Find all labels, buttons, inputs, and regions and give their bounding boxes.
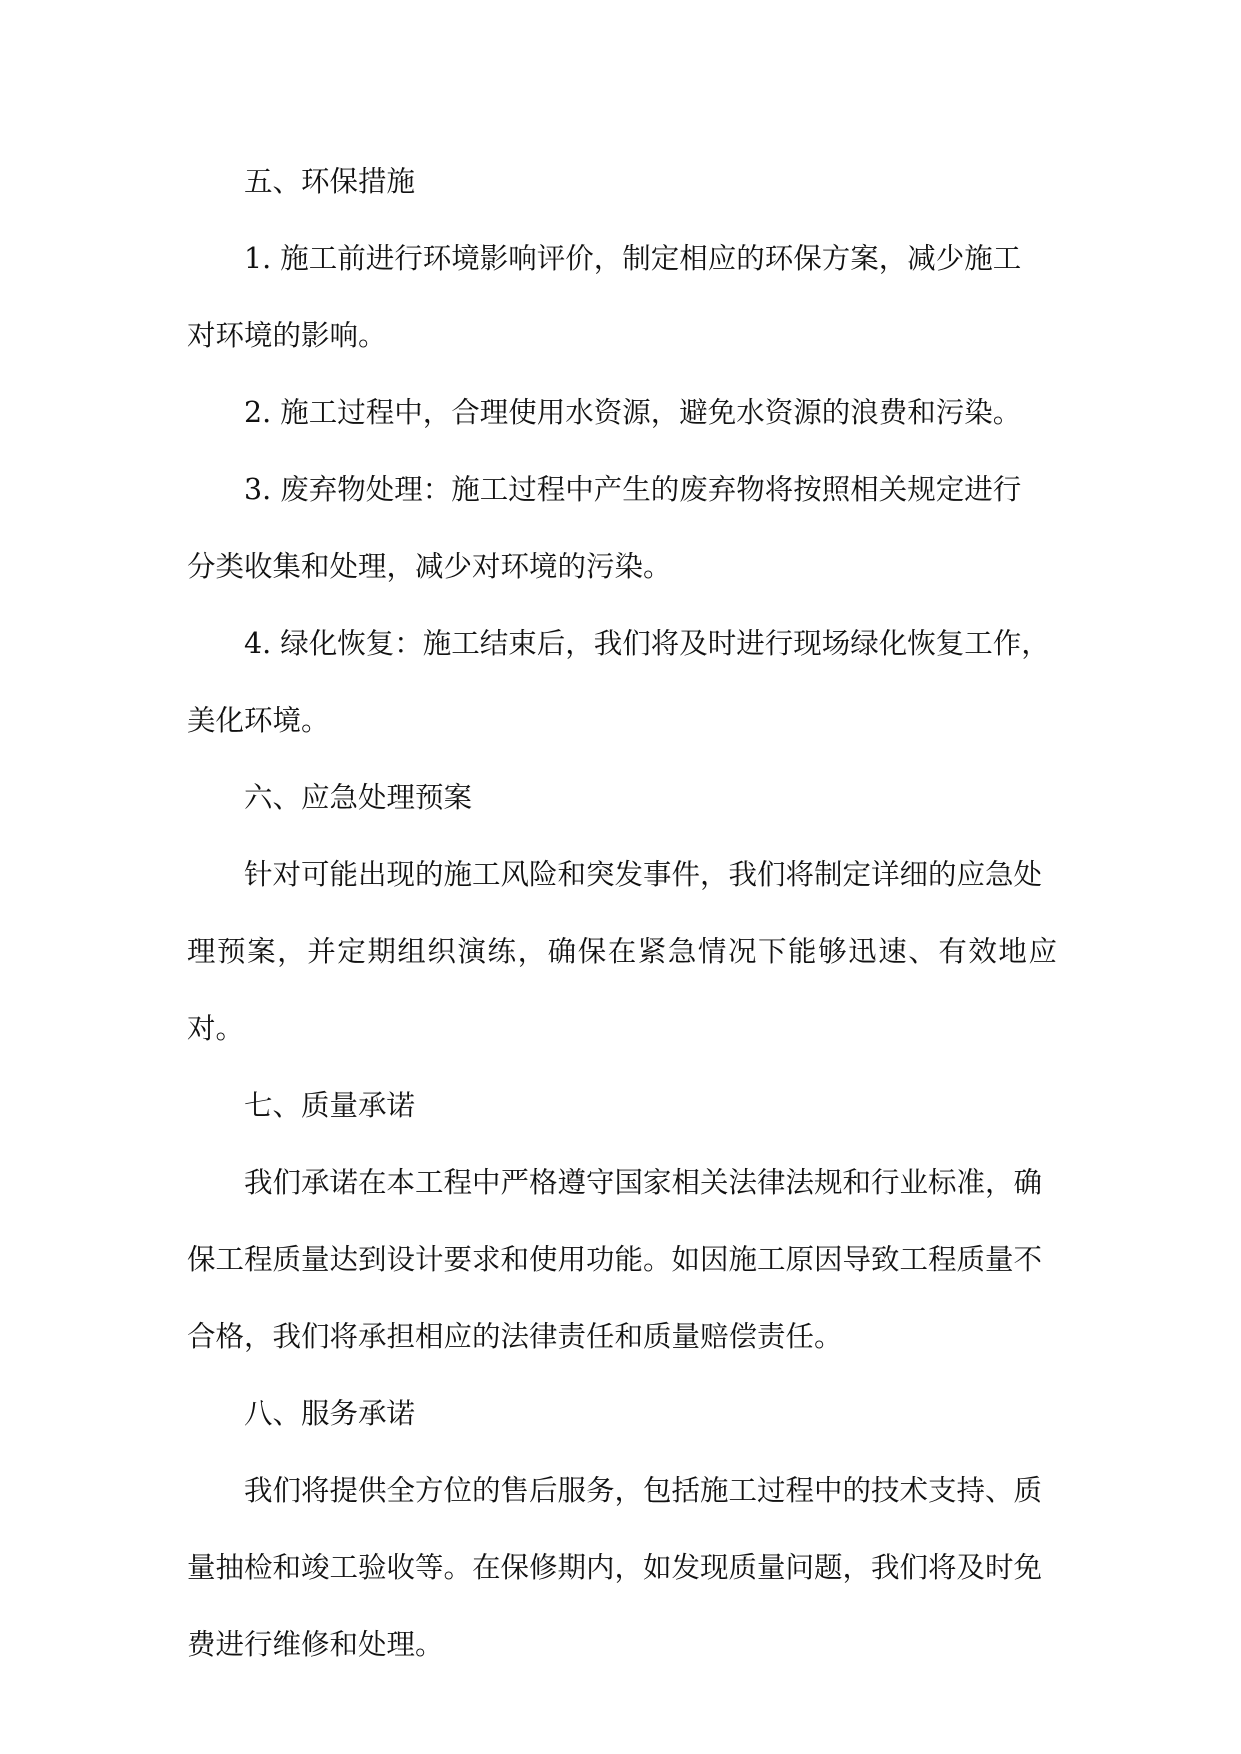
paragraph-line: 1. 施工前进行环境影响评价，制定相应的环保方案，减少施工 bbox=[244, 242, 1022, 275]
list-item-environmental-assessment bbox=[187, 220, 1057, 374]
paragraph-line: 我们将提供全方位的售后服务，包括施工过程中的技术支持、质 bbox=[244, 1474, 1043, 1507]
paragraph-emergency-plan bbox=[187, 836, 1057, 1067]
paragraph-line: 分类收集和处理，减少对环境的污染。 bbox=[187, 550, 672, 583]
paragraph-line: 理预案，并定期组织演练，确保在紧急情况下能够迅速、有效地应对。 bbox=[187, 935, 1057, 1045]
paragraph-line: 量抽检和竣工验收等。在保修期内，如发现质量问题，我们将及时免 bbox=[187, 1551, 1043, 1584]
paragraph-line: 3. 废弃物处理：施工过程中产生的废弃物将按照相关规定进行 bbox=[244, 473, 1022, 506]
paragraph-line: 针对可能出现的施工风险和突发事件，我们将制定详细的应急处 bbox=[244, 858, 1043, 891]
paragraph-quality-commitment bbox=[187, 1144, 1057, 1375]
paragraph-line: 费进行维修和处理。 bbox=[187, 1628, 444, 1661]
section-heading-emergency-plan: 六、应急处理预案 bbox=[244, 781, 473, 814]
paragraph-line: 美化环境。 bbox=[187, 704, 330, 737]
paragraph-line: 保工程质量达到设计要求和使用功能。如因施工原因导致工程质量不 bbox=[187, 1243, 1043, 1276]
paragraph-line: 4. 绿化恢复：施工结束后，我们将及时进行现场绿化恢复工作， bbox=[244, 627, 1050, 660]
paragraph-line: 2. 施工过程中，合理使用水资源，避免水资源的浪费和污染。 bbox=[244, 396, 1022, 429]
section-heading-environmental-measures: 五、环保措施 bbox=[244, 165, 416, 198]
document-body bbox=[187, 143, 1057, 1683]
section-heading-quality-commitment: 七、质量承诺 bbox=[244, 1089, 416, 1122]
paragraph-line: 我们承诺在本工程中严格遵守国家相关法律法规和行业标准，确 bbox=[244, 1166, 1043, 1199]
paragraph-line: 合格，我们将承担相应的法律责任和质量赔偿责任。 bbox=[187, 1320, 843, 1353]
paragraph-line: 对环境的影响。 bbox=[187, 319, 387, 352]
list-item-waste-handling bbox=[187, 451, 1057, 605]
section-heading-service-commitment: 八、服务承诺 bbox=[244, 1397, 416, 1430]
paragraph-service-commitment bbox=[187, 1452, 1057, 1683]
list-item-water-resources bbox=[187, 374, 1057, 451]
list-item-greening-restoration bbox=[187, 605, 1057, 759]
